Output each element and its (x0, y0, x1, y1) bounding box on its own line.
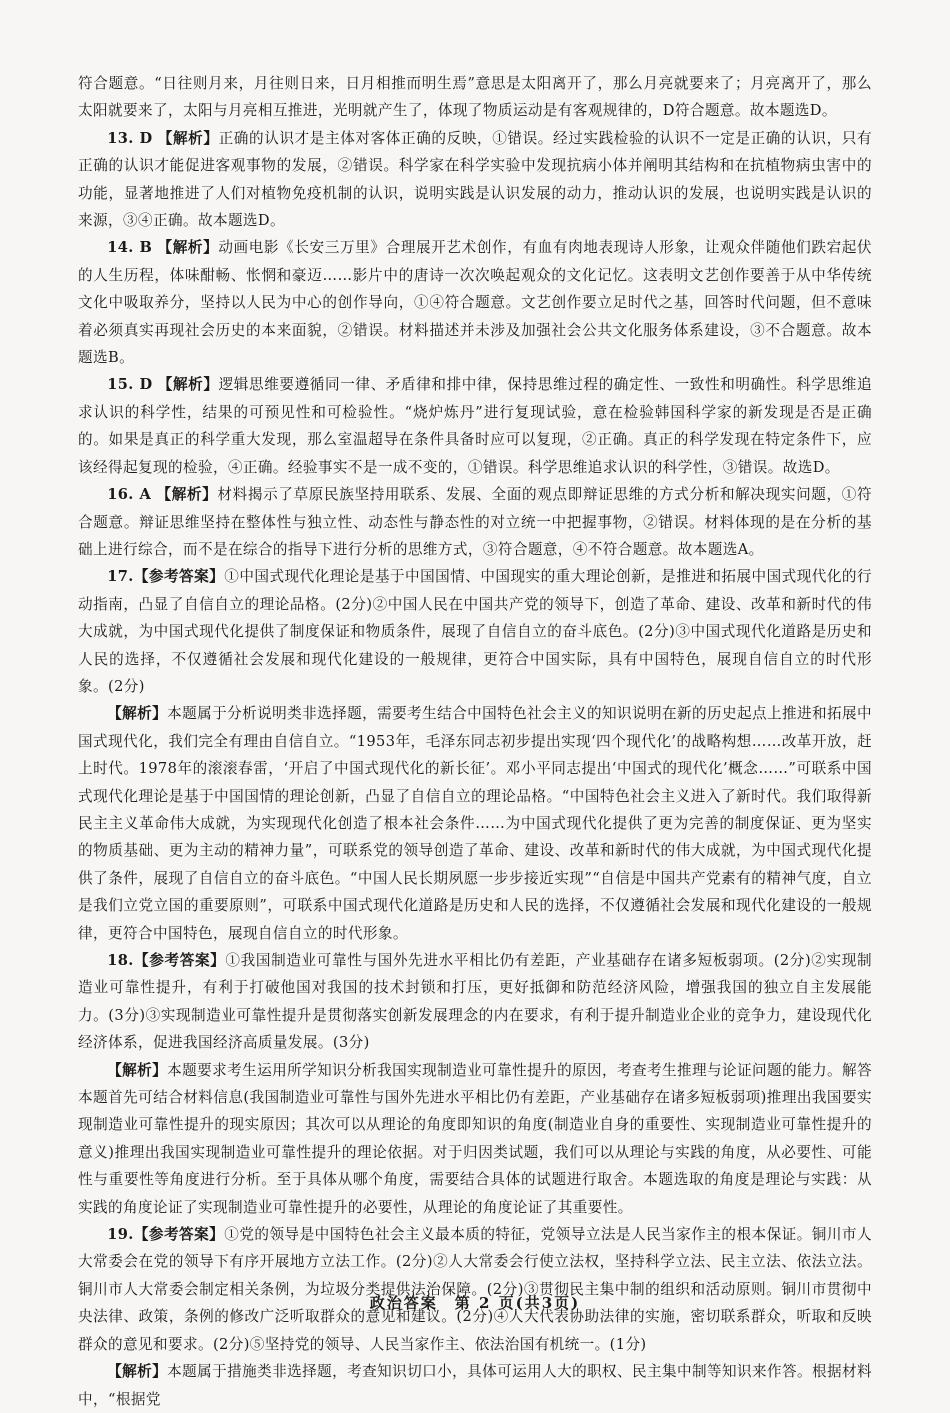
answer-14 (78, 234, 872, 371)
answer-15 (78, 371, 872, 481)
answer-19-analysis (78, 1358, 872, 1413)
answer-13 (78, 125, 872, 235)
paragraph-text: 本题属于分析说明类非选择题，需要考生结合中国特色社会主义的知识说明在新的历史起点上推进和拓展中国式现代化，我们完全有理由自信自立。“1953年，毛泽东同志初步提出实现‘四个现代化’的战略构想……改革开放，赶上时代。1978年的滚滚春雷，‘开启了中国式现代化的新长征’。邓小平同志提出‘中国式的现代化’概念……”可联系中国式现代化理论是基于中国国情的理论创新，凸显了自信自立的理论品格。“中国特色社会主义进入了新时代。我们取得新民主主义革命伟大成就，为实现现代化创造了根本社会条件……为中国式现代化提供了更为完善的制度保证、更为坚实的物质基础、更为主动的精神力量”，可联系党的领导创造了革命、建设、改革和新时代的伟大成就，为中国式现代化提供了条件，展现了自信自立的奋斗底色。“中国人民长期夙愿一步步接近实现”“自信是中国共产党素有的精神气度，自立是我们立党立国的重要原则”，可联系中国式现代化道路是历史和人民的选择，不仅遵循社会发展和现代化建设的一般规律，更符合中国特色，展现自信自立的时代形象。 (78, 705, 872, 942)
analysis-tag: 【解析】 (107, 1363, 168, 1381)
paragraph-text: 逻辑思维要遵循同一律、矛盾律和排中律，保持思维过程的确定性、一致性和明确性。科学思维追求认识的科学性，结果的可预见性和可检验性。“烧炉炼丹”进行复现试验，意在检验韩国科学家的新发现是否是正确的。如果是真正的科学重大发现，那么室温超导在条件具备时应可以复现，②正确。真正的科学发现在特定条件下，应该经得起复现的检验，④正确。经验事实不是一成不变的，①错误。科学思维追求认识的科学性，③错误。故选D。 (78, 376, 872, 476)
paragraph-text: 本题要求考生运用所学知识分析我国实现制造业可靠性提升的原因，考查考生推理与论证问题的能力。解答本题首先可结合材料信息(我国制造业可靠性与国外先进水平相比仍有差距，产业基础存在诸多短板弱项)推理出我国要实现制造业可靠性提升的现实原因；其次可以从理论的角度即知识的角度(制造业自身的重要性、实现制造业可靠性提升的意义)推理出我国实现制造业可靠性提升的理论依据。对于归因类试题，我们可以从理论与实践的角度，从必要性、可能性与重要性等角度进行分析。至于具体从哪个角度，需要结合具体的试题进行取舍。本题选取的角度是理论与实践：从实践的角度论证了实现制造业可靠性提升的必要性，从理论的角度论证了其重要性。 (78, 1061, 872, 1216)
analysis-tag: 【解析】 (157, 376, 219, 394)
answer-17-analysis (78, 700, 872, 947)
question-number: 17. (107, 568, 134, 586)
answer-19-reference (78, 1221, 872, 1358)
analysis-tag: 【解析】 (157, 129, 219, 147)
paragraph-text: 材料揭示了草原民族坚持用联系、发展、全面的观点即辩证思维的方式分析和解决现实问题，①符合题意。辩证思维坚持在整体性与独立性、动态性与静态性的对立统一中把握事物，②错误。材料体现的是在分析的基础上进行综合，而不是在综合的指导下进行分析的思维方式，③符合题意，④不符合题意。故本题选A。 (78, 486, 872, 558)
analysis-tag: 【解析】 (156, 486, 218, 504)
paragraph-continuation (78, 70, 872, 125)
question-number: 18. (107, 952, 134, 969)
analysis-tag: 【解析】 (107, 1061, 168, 1079)
question-number: 16. A (107, 486, 152, 504)
question-number: 13. D (107, 129, 153, 147)
paragraph-text: 动画电影《长安三万里》合理展开艺术创作，有血有肉地表现诗人形象，让观众伴随他们跌宕起伏的人生历程，体味酣畅、怅惘和豪迈……影片中的唐诗一次次唤起观众的文化记忆。这表明文艺创作要善于从中华传统文化中吸取养分，坚持以人民为中心的创作导向，①④符合题意。文艺创作要立足时代之基，回答时代问题，但不意味着必须真实再现社会历史的本来面貌，②错误。材料描述并未涉及加强社会公共文化服务体系建设，③不合题意。故本题选B。 (78, 239, 872, 367)
reference-answer-tag: 【参考答案】 (133, 568, 225, 586)
paragraph-text: 正确的认识才是主体对客体正确的反映，①错误。经过实践检验的认识不一定是正确的认识，只有正确的认识才能促进客观事物的发展，②错误。科学家在科学实验中发现抗病小体并阐明其结构和在抗植物病虫害中的功能，显著地推进了人们对植物免疫机制的认识，说明实践是认识发展的动力，推动认识的发展，也说明实践是认识的来源，③④正确。故本题选D。 (78, 129, 872, 230)
analysis-tag: 【解析】 (107, 705, 168, 723)
answer-17-reference (78, 563, 872, 700)
answer-18-reference (78, 947, 872, 1057)
answer-16 (78, 481, 872, 563)
analysis-tag: 【解析】 (157, 239, 219, 257)
paragraph-text: ①党的领导是中国特色社会主义最本质的特征，党领导立法是人民当家作主的根本保证。铜川市人大常委会在党的领导下有序开展地方立法工作。(2分)②人大常委会行使立法权，坚持科学立法、民主立法、依法立法。铜川市人大常委会制定相关条例，为垃圾分类提供法治保障。(2分)③贯彻民主集中制的组织和活动原则。铜川市贯彻中央法律、政策，条例的修改广泛听取群众的意见和建议。(2分)④人大代表协助法律的实施，密切联系群众，听取和反映群众的意见和要求。(2分)⑤坚持党的领导、人民当家作主、依法治国有机统一。(1分) (78, 1226, 872, 1353)
page-footer: 政治答案 第 2 页(共3页) (369, 1294, 581, 1312)
paragraph-text: 符合题意。“日往则月来，月往则日来，日月相推而明生焉”意思是太阳离开了，那么月亮就要来了；月亮离开了，那么太阳就要来了，太阳与月亮相互推进，光明就产生了，体现了物质运动是有客观规律的，D符合题意。故本题选D。 (78, 75, 872, 120)
paragraph-text: ①我国制造业可靠性与国外先进水平相比仍有差距，产业基础存在诸多短板弱项。(2分)②实现制造业可靠性提升，有利于打破他国对我国的技术封锁和打压，更好抵御和防范经济风险，增强我国的独立自主发展能力。(3分)③实现制造业可靠性提升是贯彻落实创新发展理念的内在要求，有利于提升制造业企业的竞争力，建设现代化经济体系，促进我国经济高质量发展。(3分) (78, 952, 872, 1052)
question-number: 14. B (107, 239, 153, 257)
reference-answer-tag: 【参考答案】 (133, 952, 226, 969)
question-number: 15. D (107, 376, 153, 394)
question-number: 19. (107, 1226, 134, 1244)
paragraph-text: 本题属于措施类非选择题，考查知识切口小，具体可运用人大的职权、民主集中制等知识来作答。根据材料中，“根据党 (78, 1363, 872, 1408)
answer-18-analysis (78, 1057, 872, 1221)
reference-answer-tag: 【参考答案】 (133, 1226, 225, 1244)
paragraph-text: ①中国式现代化理论是基于中国国情、中国现实的重大理论创新，是推进和拓展中国式现代化的行动指南，凸显了自信自立的理论品格。(2分)②中国人民在中国共产党的领导下，创造了革命、建设、改革和新时代的伟大成就，为中国式现代化提供了制度保证和物质条件，展现了自信自立的奋斗底色。(2分)③中国式现代化道路是历史和人民的选择，不仅遵循社会发展和现代化建设的一般规律，更符合中国实际，具有中国特色，展现自信自立的时代形象。(2分) (78, 568, 872, 695)
